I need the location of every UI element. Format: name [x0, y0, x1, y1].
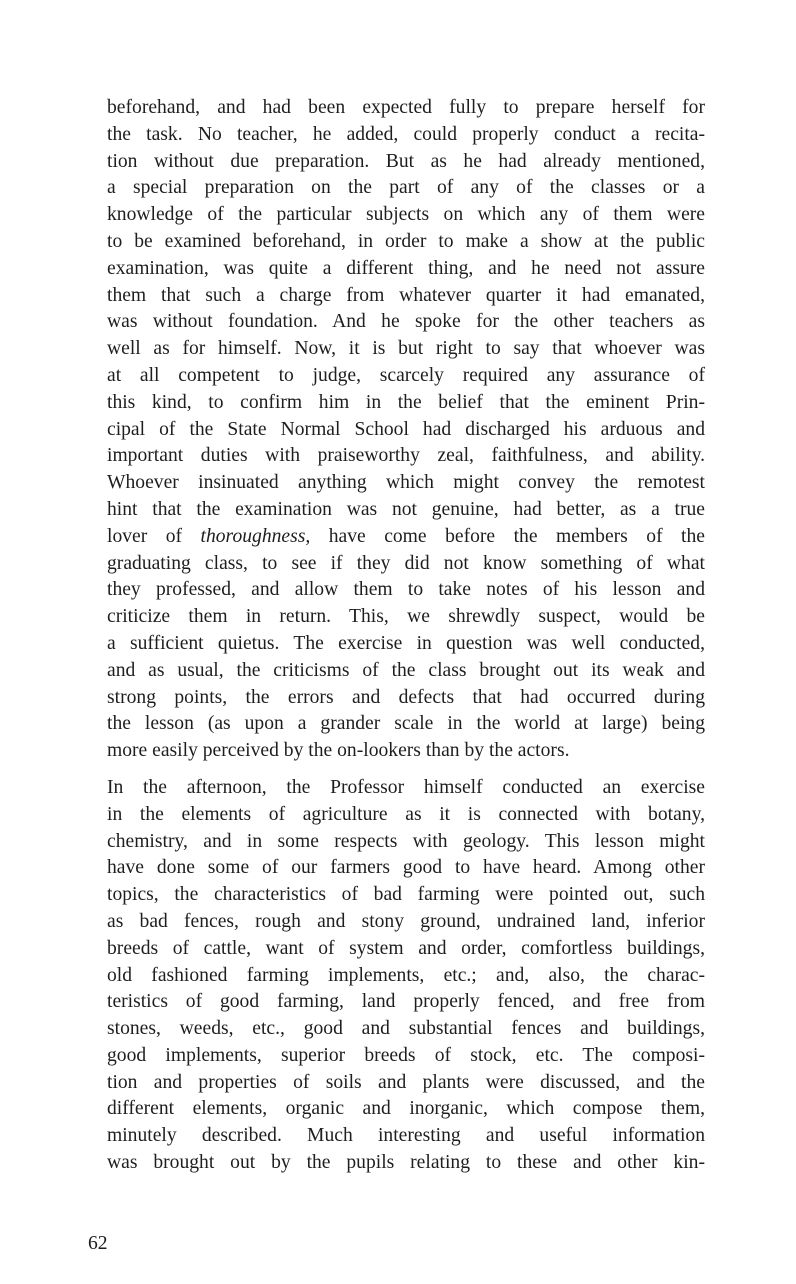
- text-line: Whoever insinuated anything which might convey the remotest: [107, 472, 705, 494]
- body-text: [107, 95, 705, 1177]
- text-line: they professed, and allow them to take notes of his lesson and: [107, 579, 705, 601]
- text-line: as bad fences, rough and stony ground, undrained land, inferior: [107, 910, 705, 932]
- text-line: knowledge of the particular subjects on which any of them were: [107, 204, 705, 226]
- text-line: beforehand, and had been expected fully to prepare herself for: [107, 97, 705, 118]
- text-line: at all competent to judge, scarcely required any assurance of: [107, 364, 705, 386]
- text-line: well as for himself. Now, it is but right to say that whoever was: [107, 338, 705, 360]
- text-line: good implements, superior breeds of stock, etc. The composi-: [107, 1044, 705, 1066]
- text-line: and as usual, the criticisms of the class brought out its weak and: [107, 659, 705, 681]
- text-line: the task. No teacher, he added, could properly conduct a recita-: [107, 123, 705, 145]
- text-line: breeds of cattle, want of system and order, comfortless buildings,: [107, 937, 705, 959]
- text-line: have done some of our farmers good to have heard. Among other: [107, 857, 705, 879]
- text-line: to be examined beforehand, in order to make a show at the public: [107, 230, 705, 252]
- paragraph-2: [107, 775, 705, 1177]
- text-line: criticize them in return. This, we shrewdly suspect, would be: [107, 606, 705, 628]
- text-line: was brought out by the pupils relating to these and other kin-: [107, 1152, 705, 1174]
- text-line: stones, weeds, etc., good and substantial fences and buildings,: [107, 1018, 705, 1040]
- text-line: a sufficient quietus. The exercise in question was well conducted,: [107, 632, 705, 654]
- text-line: tion without due preparation. But as he had already mentioned,: [107, 150, 705, 172]
- text-line: cipal of the State Normal School had discharged his arduous and: [107, 418, 705, 440]
- paragraph-1: [107, 95, 705, 765]
- text-line: chemistry, and in some respects with geology. This lesson might: [107, 830, 705, 852]
- text-line: different elements, organic and inorganic, which compose them,: [107, 1098, 705, 1120]
- text-line: the lesson (as upon a grander scale in the world at large) being: [107, 713, 705, 735]
- text-line: in the elements of agriculture as it is connected with botany,: [107, 803, 705, 825]
- text-line: strong points, the errors and defects that had occurred during: [107, 686, 705, 708]
- text-segment: have come before the members of the: [310, 525, 705, 547]
- text-line: tion and properties of soils and plants were discussed, and the: [107, 1071, 705, 1093]
- text-line: a special preparation on the part of any of the classes or a: [107, 177, 705, 199]
- text-line: topics, the characteristics of bad farming were pointed out, such: [107, 884, 705, 906]
- text-line: graduating class, to see if they did not know something of what: [107, 552, 705, 574]
- text-line: hint that the examination was not genuine, had better, as a true: [107, 498, 705, 520]
- text-line: old fashioned farming implements, etc.; and, also, the charac-: [107, 964, 705, 986]
- text-segment: lover of: [107, 525, 201, 547]
- text-line: In the afternoon, the Professor himself conducted an exercise: [107, 776, 705, 798]
- page-number: 62: [88, 1233, 108, 1254]
- text-line: important duties with praiseworthy zeal, faithfulness, and ability.: [107, 445, 705, 467]
- text-line: them that such a charge from whatever quarter it had emanated,: [107, 284, 705, 306]
- text-line: more easily perceived by the on-lookers than by the actors.: [107, 740, 570, 762]
- text-line: this kind, to confirm him in the belief that the eminent Prin-: [107, 391, 705, 413]
- text-line: teristics of good farming, land properly fenced, and free from: [107, 991, 705, 1013]
- emphasis-thoroughness: thoroughness,: [200, 525, 311, 547]
- text-line: examination, was quite a different thing, and he need not assure: [107, 257, 705, 279]
- text-line: minutely described. Much interesting and useful information: [107, 1125, 705, 1147]
- text-line: was without foundation. And he spoke for the other teachers as: [107, 311, 705, 333]
- text-line-with-emphasis: [107, 524, 705, 551]
